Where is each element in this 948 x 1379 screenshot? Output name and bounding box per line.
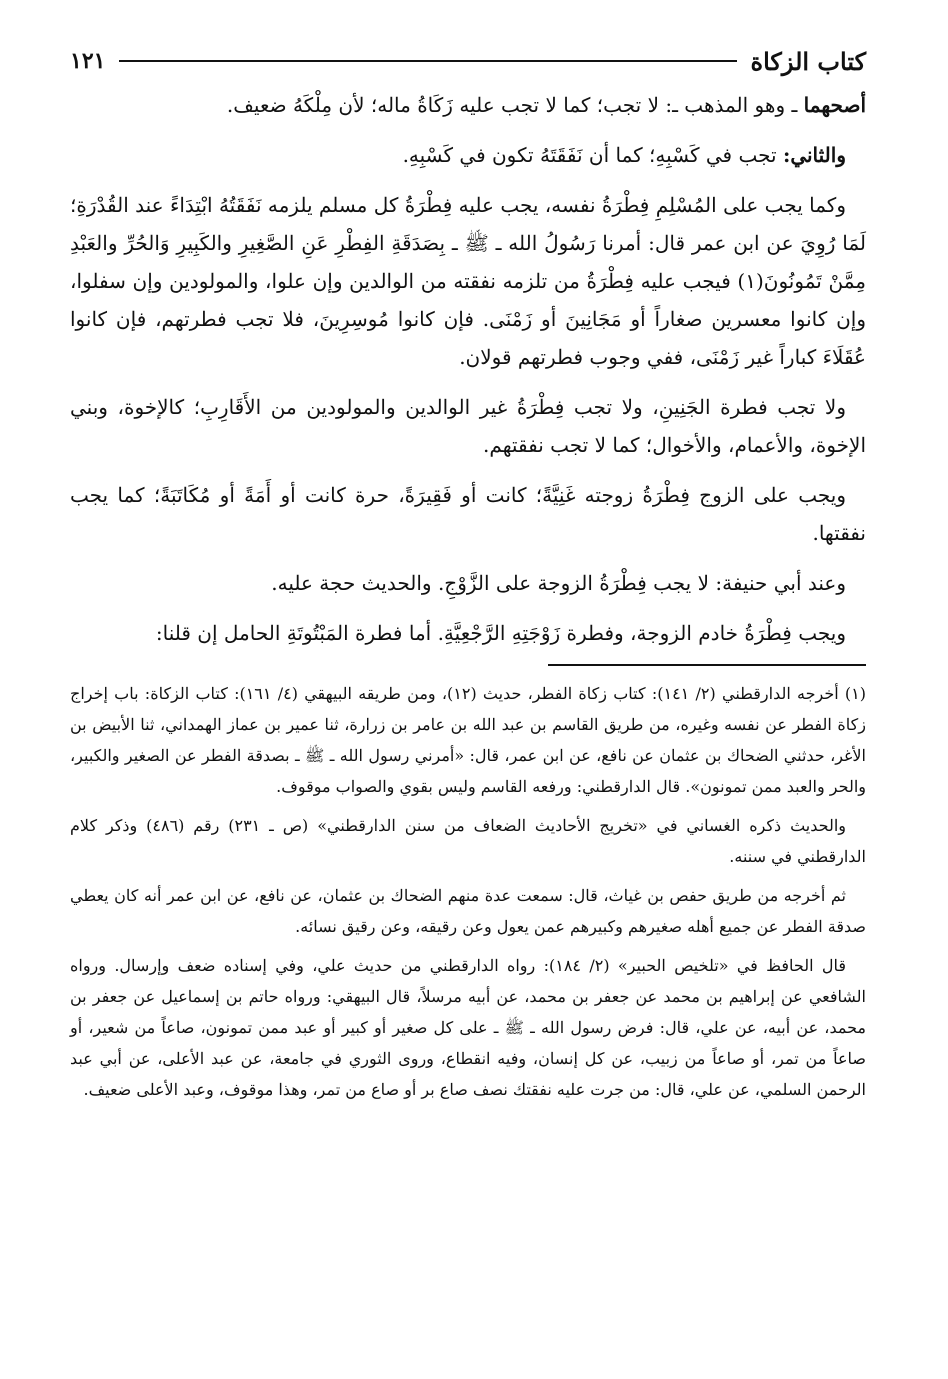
footnote-1 [70,678,866,802]
running-title: كتاب الزكاة [750,46,866,76]
lead-word: أصحهما [803,93,866,117]
main-text [70,86,866,652]
footnote-text: والحديث ذكره الغساني في «تخريج الأحاديث الضعاف من سنن الدارقطني» (ص ـ ٢٣١) رقم (٤٨٦) وذكر كلام الدارقطني في سننه. [70,816,866,866]
page-number: ١٢١ [70,48,106,74]
footnote-paragraph-3 [70,880,866,942]
paragraph-5 [70,476,866,552]
paragraph-text: ولا تجب فطرة الجَنِينِ، ولا تجب فِطْرَةُ غير الوالدين والمولودين من الأَقَارِبِ؛ كالإخوة، وبني الإخوة، والأعمام، والأخوال؛ كما لا تجب نفقتهم. [70,395,866,457]
paragraph-4 [70,388,866,464]
footnote-paragraph-2 [70,810,866,872]
paragraph-7 [70,614,866,652]
footnote-separator [548,664,866,666]
footnote-paragraph-4 [70,950,866,1105]
paragraph-6 [70,564,866,602]
footnotes [70,678,866,1105]
paragraph-3 [70,186,866,376]
paragraph-text: وكما يجب على المُسْلِمِ فِطْرَةُ نفسه، يجب عليه فِطْرَةُ كل مسلم يلزمه نَفَقَتُهُ ابْتِدَاءً عند القُدْرَةِ؛ لَمَا رُوِيَ عن ابن عمر قال: أمرنا رَسُولُ الله ـ ﷺ ـ بِصَدَقَةِ الفِطْرِ عَنِ الصَّغِيرِ والكَبِيرِ وَالحُرِّ والعَبْدِ مِمَّنْ تَمُونُونَ(١) فيجب عليه فِطْرَةُ من تلزمه نفقته من الوالدين وإن علوا، والمولودين وإن سفلوا، وإن كانوا معسرين صغاراً أو مَجَانِينَ أو زَمْنَى. فإن كانوا مُوسِرِينَ، فلا تجب فطرتهم، فإن كانوا عُقَلَاءَ كباراً غير زَمْنَى، ففي وجوب فطرتهم قولان. [70,193,866,369]
paragraph-text: ويجب على الزوج فِطْرَةُ زوجته غَنِيَّةً؛ كانت أو فَقِيرَةً، حرة كانت أو أَمَةً أو مُكَاتَبَةً؛ كما يجب نفقتها. [70,483,866,545]
paragraph-text: ويجب فِطْرَةُ خادم الزوجة، وفطرة زَوْجَتِهِ الرَّجْعِيَّةِ. أما فطرة المَبْتُوتَةِ الحامل إن قلنا: [155,621,846,645]
footnote-text: قال الحافظ في «تلخيص الحبير» (٢/ ١٨٤): رواه الدارقطني من حديث علي، وفي إسناده ضعف وإرسال. ورواه الشافعي عن إبراهيم بن محمد عن جعفر بن محمد، عن أبيه مرسلاً، قال البيهقي: ورواه حاتم بن إسماعيل عن جعفر بن محمد، عن أبيه، عن علي، قال: فرض رسول الله ـ ﷺ ـ على كل صغير أو كبير أو عبد ممن تمونون، صاعاً من شعير، أو صاعاً من تمر، أو صاعاً من زبيب، عن كل إنسان، وفيه انقطاع، وروى الثوري في جامعة، عن عبد الأعلى، عن أبي عبد الرحمن السلمي، عن علي، قال: من جرت عليه نفقتك نصف صاع بر أو صاع من تمر، وهذا موقوف، وعبد الأعلى ضعيف. [70,956,866,1099]
page-header [70,44,866,78]
paragraph-text: وعند أبي حنيفة: لا يجب فِطْرَةُ الزوجة على الزَّوْجِ. والحديث حجة عليه. [271,571,846,595]
footnote-text: أخرجه الدارقطني (٢/ ١٤١): كتاب زكاة الفطر، حديث (١٢)، ومن طريقه البيهقي (٤/ ١٦١): كتاب الزكاة: باب إخراج زكاة الفطر عن نفسه وغيره، من طريق القاسم بن عبد الله بن عامر بن زرارة، ثنا عمير بن عماز الهمداني، ثنا الأبيض بن الأغر، حدثني الضحاك بن عثمان عن نافع، عن ابن عمر، قال: «أمرني رسول الله ـ ﷺ ـ بصدقة الفطر عن الصغير والكبير، والحر والعبد ممن تمونون». قال الدارقطني: ورفعه القاسم وليس بقوي والصواب موقوف. [70,684,866,796]
header-rule [119,60,736,62]
lead-word: والثاني: [782,143,846,167]
footnote-marker: (١) [844,684,867,703]
paragraph-2 [70,136,866,174]
paragraph-text: ـ وهو المذهب ـ: لا تجب؛ كما لا تجب عليه زَكَاةُ ماله؛ لأن مِلْكَهُ ضعيف. [226,93,804,117]
paragraph-1 [70,86,866,124]
footnote-text: ثم أخرجه من طريق حفص بن غياث، قال: سمعت عدة منهم الضحاك بن عثمان، عن نافع، عن ابن عمر أنه كان يعطي صدقة الفطر عن جميع أهله صغيرهم وكبيرهم عمن يعول وعن رقيقه، وعن رقيق نسائه. [70,886,866,936]
paragraph-text: تجب في كَسْبِهِ؛ كما أن نَفَقَتَهُ تكون في كَسْبِهِ. [402,143,783,167]
